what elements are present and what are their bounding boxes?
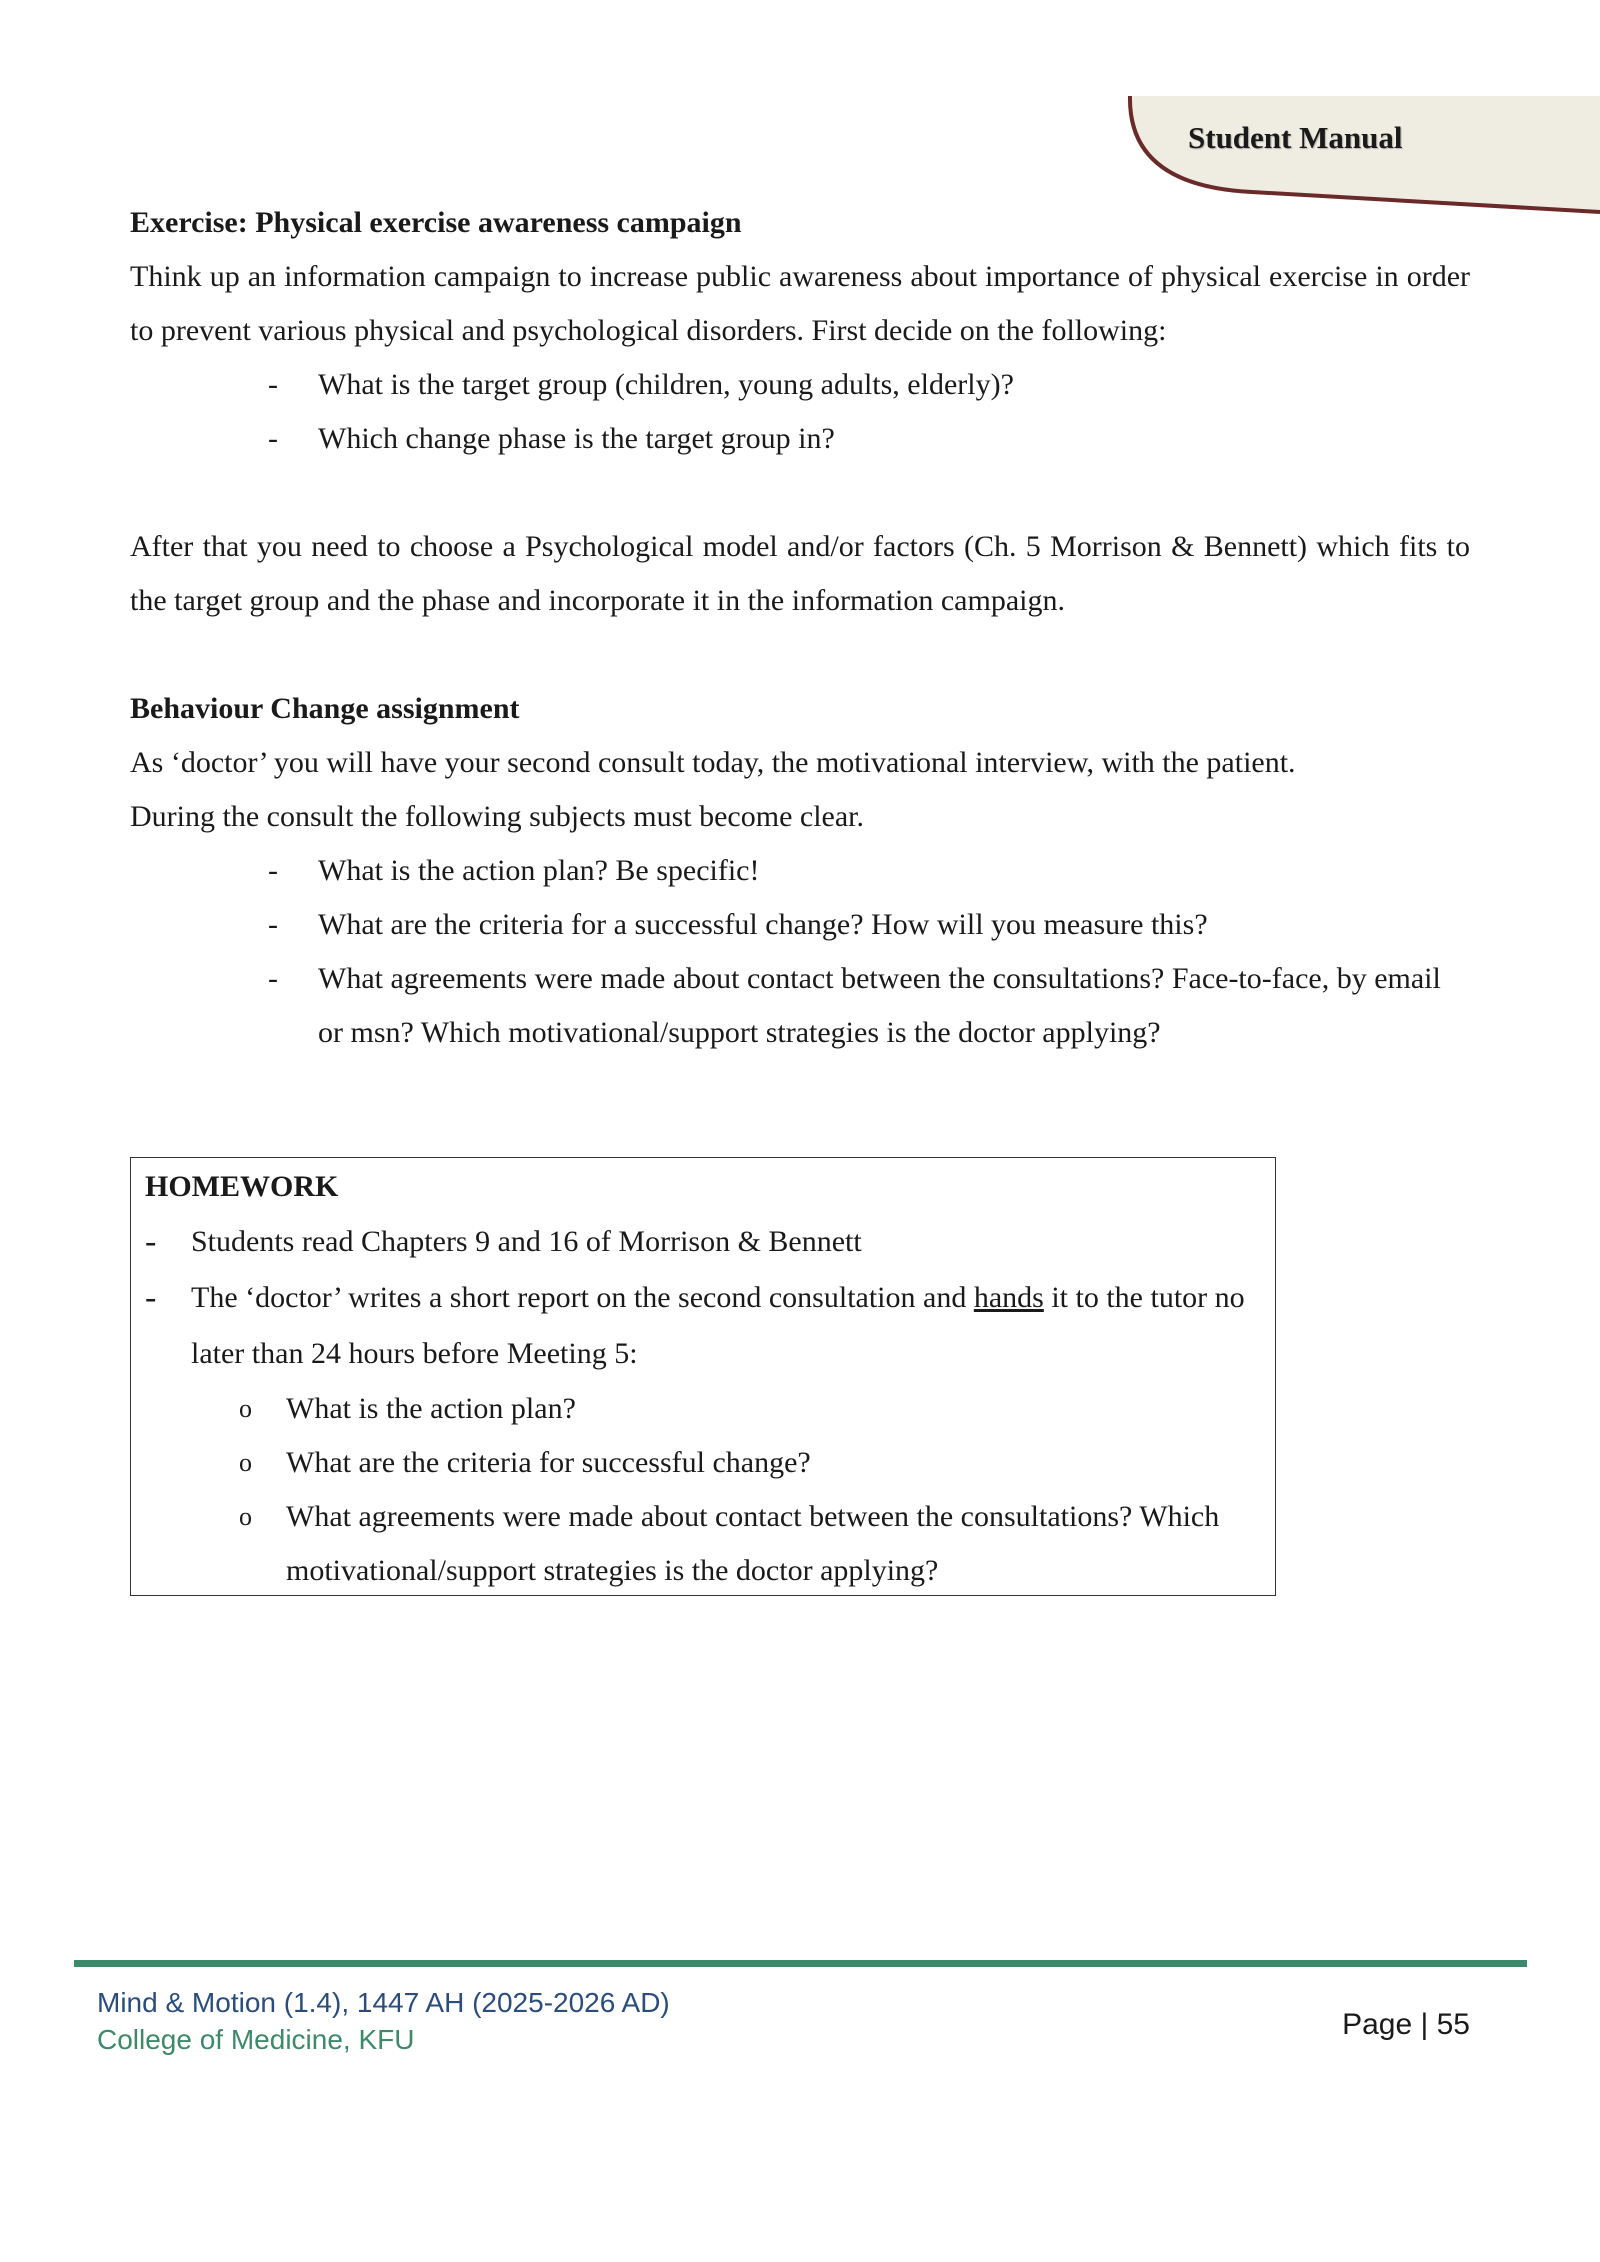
- assignment-line-2: During the consult the following subjects must become clear.: [130, 800, 865, 833]
- main-content: [130, 196, 1470, 1060]
- exercise-followup: After that you need to choose a Psychological model and/or factors (Ch. 5 Morrison & Bennett) which fits to the target group and the phase and incorporate it in the information campaign.: [130, 530, 1470, 617]
- dash-bullet: -: [268, 962, 278, 995]
- homework-subitem-text: What is the action plan?: [286, 1392, 576, 1425]
- dash-bullet: -: [145, 1223, 157, 1260]
- homework-subitem-text: What are the criteria for successful change?: [286, 1446, 811, 1479]
- assignment-item-list: [130, 844, 1470, 1060]
- footer-course: Mind & Motion (1.4), 1447 AH (2025-2026 AD): [97, 1987, 670, 2018]
- homework-item-text-end: it to the tutor no later than 24 hours before Meeting 5:: [191, 1281, 1245, 1370]
- spacer: [130, 466, 1470, 520]
- list-item: [130, 898, 1470, 952]
- footer-info: [97, 1984, 670, 2058]
- homework-title: HOMEWORK: [145, 1170, 339, 1203]
- assignment-title: Behaviour Change assignment: [130, 692, 520, 725]
- list-item: [130, 358, 1470, 412]
- homework-subitem: [145, 1490, 1261, 1598]
- list-item: [130, 412, 1470, 466]
- homework-item: [145, 1214, 1261, 1270]
- underlined-word: hands: [973, 1281, 1044, 1314]
- list-item: [130, 952, 1470, 1060]
- homework-subitem-text: What agreements were made about contact between the consultations? Which motivational/support strategies is the doctor applying?: [286, 1500, 1220, 1587]
- assignment-line-1: As ‘doctor’ you will have your second consult today, the motivational interview, with the patient.: [130, 746, 1296, 779]
- list-item-text: What is the target group (children, young adults, elderly)?: [318, 368, 1014, 401]
- dash-bullet: -: [145, 1279, 157, 1316]
- exercise-title: Exercise: Physical exercise awareness campaign: [130, 206, 742, 239]
- exercise-intro: Think up an information campaign to increase public awareness about importance of physical exercise in order to prevent various physical and psychological disorders. First decide on the following:: [130, 260, 1470, 347]
- spacer: [130, 628, 1470, 682]
- footer-rule: [74, 1960, 1527, 1967]
- dash-bullet: -: [268, 854, 278, 887]
- homework-item-text-start: The ‘doctor’ writes a short report on the second consultation and: [191, 1281, 974, 1314]
- homework-subitem: [145, 1436, 1261, 1490]
- dash-bullet: -: [268, 908, 278, 941]
- homework-item: [145, 1270, 1261, 1382]
- page-number: Page | 55: [1342, 2008, 1470, 2041]
- homework-subitem: [145, 1382, 1261, 1436]
- homework-item-text: Students read Chapters 9 and 16 of Morrison & Bennett: [191, 1225, 862, 1258]
- list-item-text: What agreements were made about contact between the consultations? Face-to-face, by email or msn? Which motivational/support strategies is the doctor applying?: [318, 962, 1441, 1049]
- footer-college: College of Medicine, KFU: [97, 2024, 415, 2055]
- circle-bullet: o: [239, 1394, 252, 1423]
- list-item-text: Which change phase is the target group in?: [318, 422, 835, 455]
- header-title: Student Manual: [1188, 120, 1403, 155]
- list-item-text: What is the action plan? Be specific!: [318, 854, 760, 887]
- list-item: [130, 844, 1470, 898]
- homework-box: [130, 1157, 1276, 1596]
- exercise-question-list: [130, 358, 1470, 466]
- dash-bullet: -: [268, 422, 278, 455]
- circle-bullet: o: [239, 1448, 252, 1477]
- circle-bullet: o: [239, 1502, 252, 1531]
- dash-bullet: -: [268, 368, 278, 401]
- list-item-text: What are the criteria for a successful change? How will you measure this?: [318, 908, 1208, 941]
